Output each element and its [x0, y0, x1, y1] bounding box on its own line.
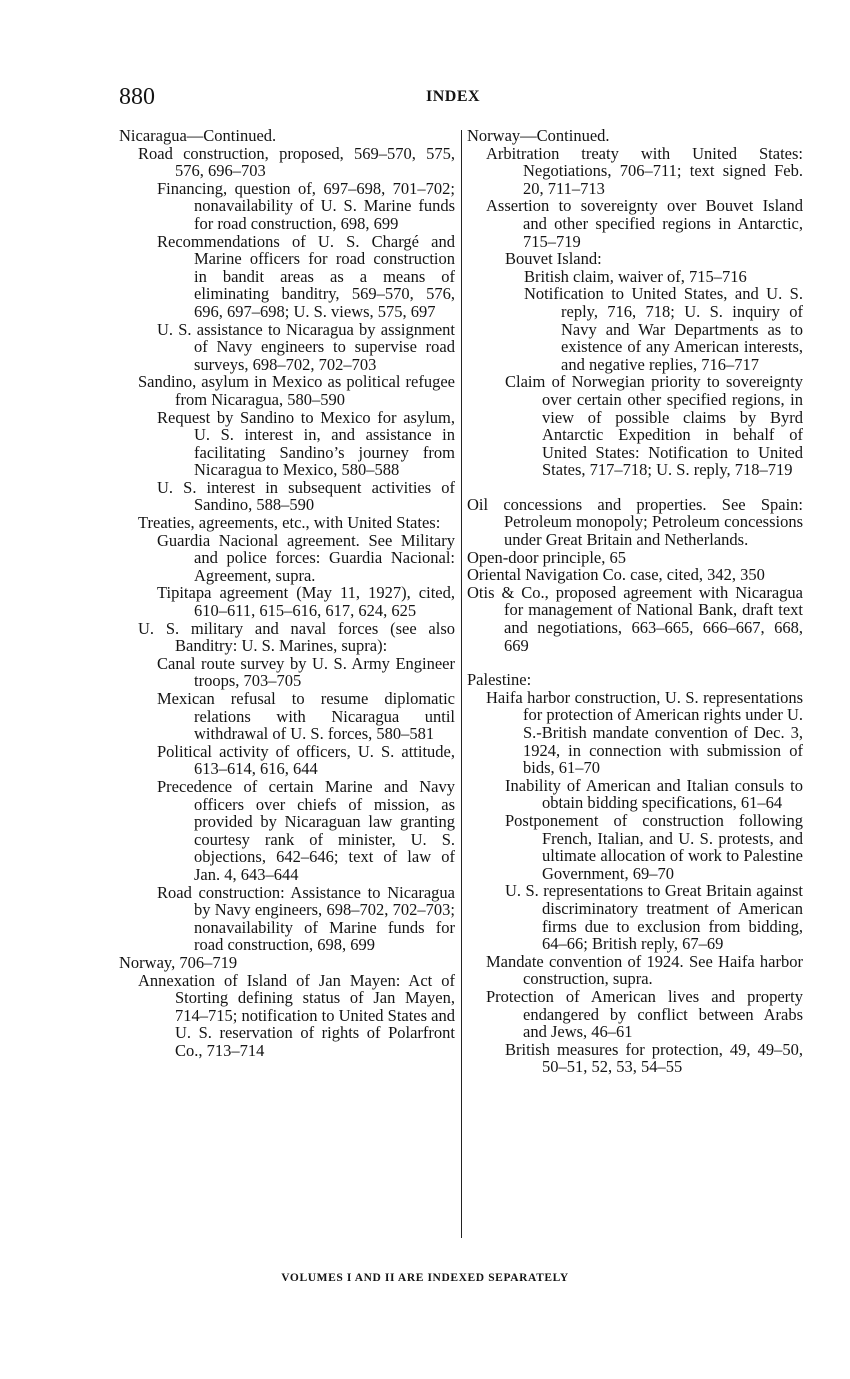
index-entry: Open-door principle, 65 — [467, 547, 626, 567]
index-entry: Otis & Co., proposed agreement with Nicaragua for management of National Bank, draft text and negotiations, 663–665, 666–667, 668, 669 — [467, 582, 803, 655]
index-entry: Canal route survey by U. S. Army Engineer troops, 703–705 — [157, 653, 455, 691]
index-entry: Request by Sandino to Mexico for asylum, U. S. interest in, and assistance in facilitating Sandino’s journey from Nicaragua to Mexico, 580–588 — [157, 407, 455, 480]
index-entry: Recommendations of U. S. Chargé and Marine officers for road construction in bandit areas as a means of eliminating banditry, 569–570, 576, 696, 697–698; U. S. views, 575, 697 — [157, 231, 455, 321]
index-entry: Oriental Navigation Co. case, cited, 342, 350 — [467, 565, 765, 585]
index-entry: U. S. representations to Great Britain against discriminatory treatment of American firms due to exclusion from bidding, 64–66; British reply, 67–69 — [505, 881, 803, 954]
column-divider — [461, 130, 462, 1238]
index-entry: U. S. assistance to Nicaragua by assignment of Navy engineers to supervise road surveys, 698–702, 702–703 — [157, 319, 455, 374]
index-entry: Sandino, asylum in Mexico as political refugee from Nicaragua, 580–590 — [138, 372, 455, 409]
footer-note: VOLUMES I AND II ARE INDEXED SEPARATELY — [281, 1272, 569, 1284]
index-entry: Precedence of certain Marine and Navy officers over chiefs of mission, as provided by Nicaraguan law granting courtesy rank of minister, U. S. objections, 642–646; text of law of Jan. 4, 643–644 — [157, 776, 455, 884]
index-entry: Annexation of Island of Jan Mayen: Act of Storting defining status of Jan Mayen, 714–715; notification to United States and U. S. reservation of rights of Polarfront Co., 713–714 — [138, 970, 456, 1060]
index-entry: Guardia Nacional agreement. See Military and police forces: Guardia Nacional: Agreement, supra. — [157, 530, 455, 585]
index-entry: Notification to United States, and U. S. reply, 716, 718; U. S. inquiry of Navy and War Departments as to existence of any American interests, and negative replies, 716–717 — [524, 284, 803, 374]
index-entry: Haifa harbor construction, U. S. representations for protection of American rights under U. S.-British mandate convention of Dec. 3, 1924, in connection with submission of bids, 61–70 — [486, 687, 803, 778]
index-entry: Political activity of officers, U. S. attitude, 613–614, 616, 644 — [157, 741, 455, 779]
index-entry: U. S. interest in subsequent activities of Sandino, 588–590 — [157, 477, 455, 515]
index-entry: Inability of American and Italian consuls to obtain bidding specifications, 61–64 — [505, 775, 803, 813]
index-entry: Claim of Norwegian priority to sovereignty over certain other specified regions, in view of possible claims by Byrd Antarctic Expedition in behalf of United States: Notification to United States, 717–718; U. S. reply, 718–719 — [505, 372, 803, 480]
index-column-right — [467, 127, 803, 1076]
index-entry: British claim, waiver of, 715–716 — [524, 266, 747, 286]
index-entry: Arbitration treaty with United States: Negotiations, 706–711; text signed Feb. 20, 711–713 — [486, 143, 803, 198]
index-entry: British measures for protection, 49, 49–50, 50–51, 52, 53, 54–55 — [505, 1039, 803, 1077]
index-entry: U. S. military and naval forces (see also Banditry: U. S. Marines, supra): — [138, 618, 455, 656]
index-entry: Tipitapa agreement (May 11, 1927), cited, 610–611, 615–616, 617, 624, 625 — [157, 583, 455, 621]
index-entry: Financing, question of, 697–698, 701–702; nonavailability of U. S. Marine funds for road construction, 698, 699 — [157, 178, 455, 233]
index-entry: Bouvet Island: — [505, 249, 602, 269]
index-entry: Nicaragua—Continued. — [119, 126, 277, 145]
index-entry: Postponement of construction following French, Italian, and U. S. protests, and ultimate allocation of work to Palestine Government, 69–70 — [505, 810, 803, 883]
page-number: 880 — [119, 84, 155, 110]
index-entry: Palestine: — [467, 670, 532, 690]
index-entry: Norway—Continued. — [467, 126, 610, 145]
index-entry: Oil concessions and properties. See Spain: Petroleum monopoly; Petroleum concessions under Great Britain and Netherlands. — [467, 494, 803, 550]
index-entry: Road construction: Assistance to Nicaragua by Navy engineers, 698–702, 702–703; nonavailability of Marine funds for road construction, 698, 699 — [157, 882, 455, 955]
index-entry: Protection of American lives and property endangered by conflict between Arabs and Jews, 46–61 — [486, 986, 803, 1042]
index-entry: Treaties, agreements, etc., with United States: — [138, 513, 441, 533]
index-column-left — [119, 127, 455, 1059]
running-head: INDEX — [426, 88, 481, 105]
index-entry: Mandate convention of 1924. See Haifa harbor construction, supra. — [486, 951, 803, 989]
index-entry: Road construction, proposed, 569–570, 575, 576, 696–703 — [138, 143, 455, 181]
index-entry: Assertion to sovereignty over Bouvet Island and other specified regions in Antarctic, 715–719 — [486, 196, 803, 251]
index-entry: Norway, 706–719 — [119, 952, 238, 972]
index-entry: Mexican refusal to resume diplomatic relations with Nicaragua until withdrawal of U. S. forces, 580–581 — [157, 689, 455, 744]
